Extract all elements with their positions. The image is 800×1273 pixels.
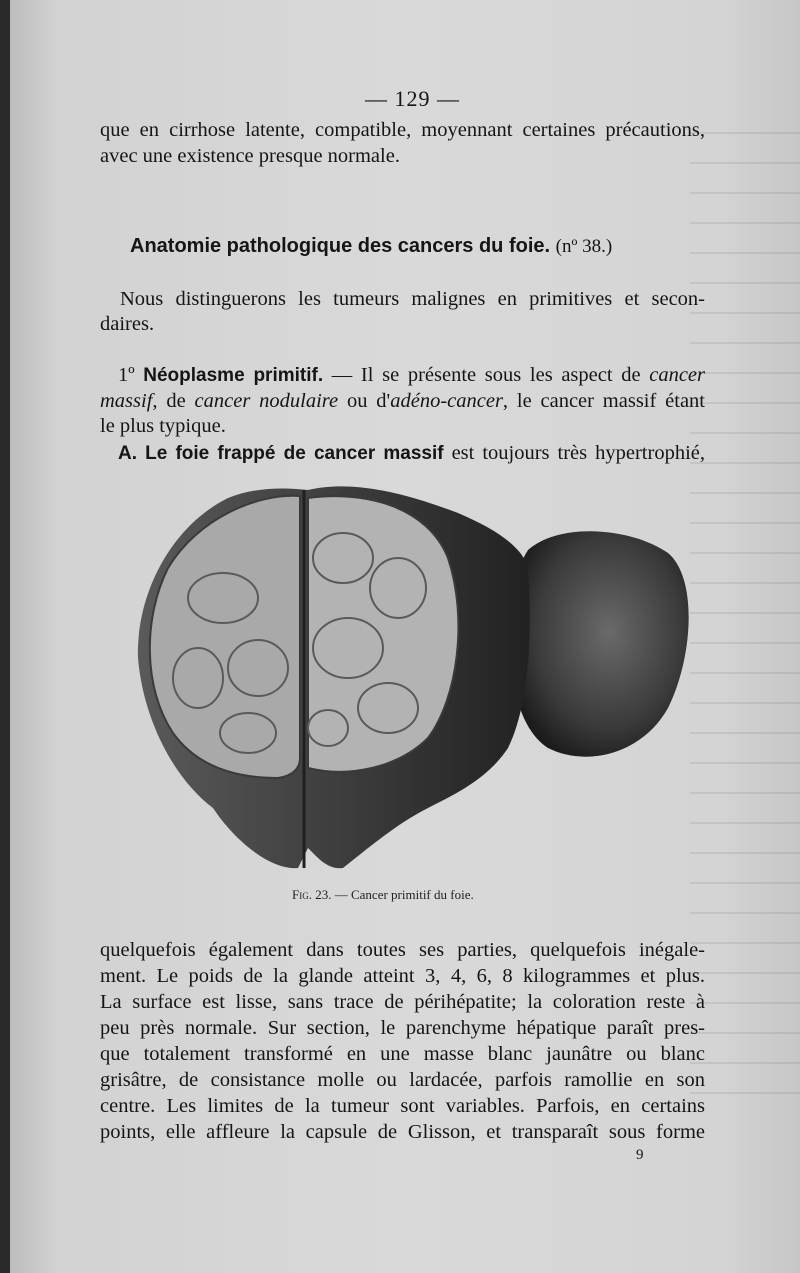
text-line: ment. Le poids de la glande atteint 3, 4, 6, 8 kilogrammes et plus. — [100, 965, 705, 987]
subheading-neoplasme: Néoplasme primitif. — [143, 365, 324, 386]
text-line: quelquefois également dans toutes ses parties, quelquefois inégale- — [100, 939, 705, 961]
paragraph-a — [118, 440, 705, 467]
italic-term: adéno-cancer — [390, 390, 503, 412]
text-line: que en cirrhose latente, compatible, moyennant certaines précautions, — [100, 119, 705, 141]
text-line: daires. — [100, 313, 155, 335]
text-span: , le cancer massif étant — [502, 390, 705, 412]
book-page — [10, 0, 800, 1273]
paragraph-primitive-line-1 — [118, 362, 705, 389]
liver-cancer-illustration — [128, 478, 693, 873]
figure-caption — [292, 887, 474, 903]
item-number: 1º — [118, 364, 135, 386]
italic-term: massif — [100, 390, 153, 412]
right-lobe-shape — [512, 531, 689, 757]
figure-title: — Cancer primitif du foie. — [334, 887, 474, 902]
page-number: — 129 — — [365, 86, 460, 111]
bleed-through-shading — [690, 110, 800, 1110]
text-line: peu près normale. Sur section, le parenchyme hépatique paraît pres- — [100, 1017, 705, 1039]
text-line: que totalement transformé en une masse blanc jaunâtre ou blanc — [100, 1043, 705, 1065]
figure-label: Fig. 23. — [292, 887, 332, 902]
text-span: — Il se présente sous les aspect de — [323, 364, 650, 386]
text-line: avec une existence presque normale. — [100, 145, 400, 167]
text-line: grisâtre, de consistance molle ou lardacée, parfois ramollie en son — [100, 1069, 705, 1091]
heading-reference: (nº 38.) — [555, 236, 613, 257]
text-line: Nous distinguerons les tumeurs malignes en primitives et secon- — [120, 288, 705, 310]
heading-title: Anatomie pathologique des cancers du foie. — [130, 235, 551, 257]
italic-term: cancer — [649, 364, 705, 386]
text-span: ou d' — [338, 390, 391, 412]
text-line: La surface est lisse, sans trace de périhépatite; la coloration reste à — [100, 991, 705, 1013]
subheading-cancer-massif: A. Le foie frappé de cancer massif — [118, 443, 444, 464]
text-line: points, elle affleure la capsule de Glisson, et transparaît sous forme — [100, 1121, 705, 1143]
section-heading — [130, 233, 612, 260]
paragraph-primitive-line-2 — [100, 388, 705, 414]
italic-term: cancer nodulaire — [194, 390, 339, 412]
text-line: le plus typique. — [100, 415, 226, 437]
text-line: centre. Les limites de la tumeur sont variables. Parfois, en certains — [100, 1095, 705, 1117]
text-span: , de — [152, 390, 195, 412]
signature-mark: 9 — [636, 1147, 644, 1163]
text-span: est toujours très hypertrophié, — [443, 442, 705, 464]
